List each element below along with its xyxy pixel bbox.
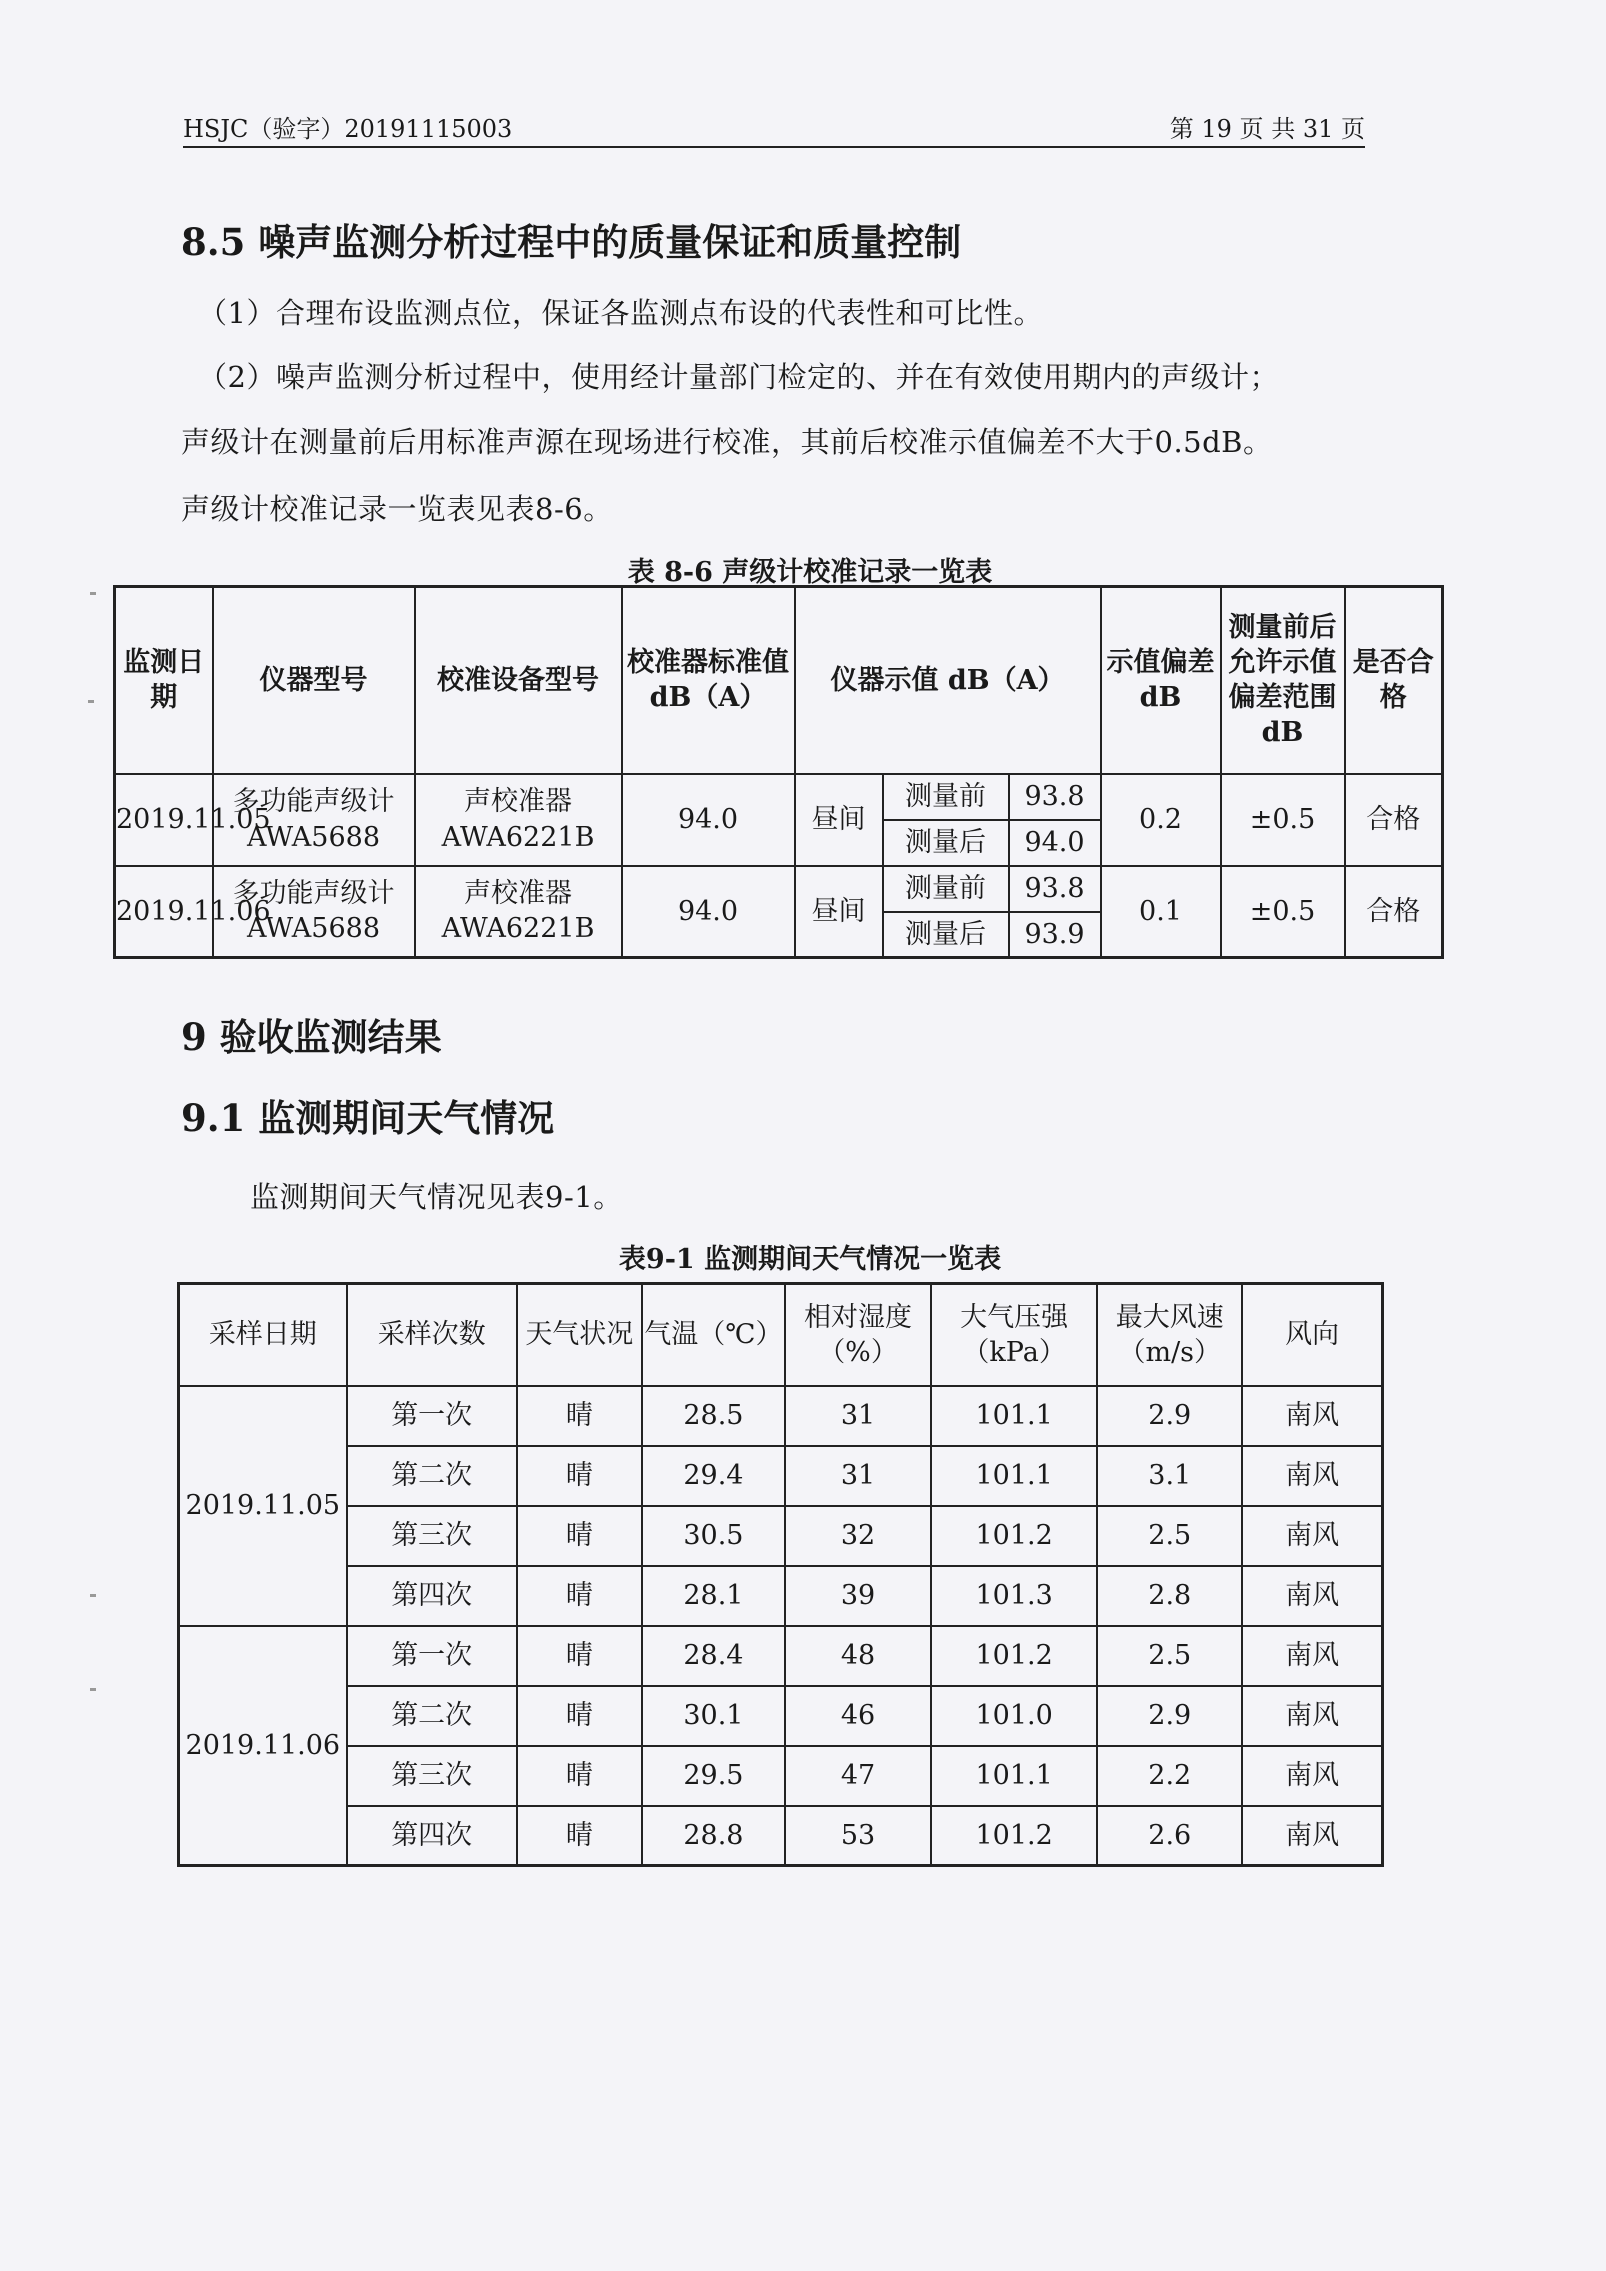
cell-count: 第二次: [347, 1686, 517, 1746]
cell-count: 第一次: [347, 1626, 517, 1686]
paragraph-weather: 监测期间天气情况见表9-1。: [250, 1180, 623, 1214]
cell-pass: 合格: [1345, 866, 1443, 958]
page-header: [183, 112, 1365, 148]
cell-pressure: 101.1: [931, 1746, 1097, 1806]
cell-wind-direction: 南风: [1242, 1386, 1382, 1446]
table-row: [115, 774, 1443, 820]
cell-after-label: 测量后: [883, 820, 1009, 866]
cell-after-value: 93.9: [1009, 912, 1101, 958]
cell-wind-speed: 2.5: [1097, 1626, 1242, 1686]
cell-wind-speed: 2.6: [1097, 1806, 1242, 1866]
cell-wind-direction: 南风: [1242, 1566, 1382, 1626]
cell-wind-direction: 南风: [1242, 1806, 1382, 1866]
weather-table: [177, 1282, 1384, 1867]
table-row: [179, 1746, 1383, 1806]
cell-wind-speed: 2.9: [1097, 1686, 1242, 1746]
paragraph-2-line-3: 声级计校准记录一览表见表8-6。: [181, 492, 613, 526]
paragraph-2-line-1: （2）噪声监测分析过程中，使用经计量部门检定的、并在有效使用期内的声级计；: [198, 360, 1279, 394]
cell-period: 昼间: [795, 774, 883, 866]
cell-instrument: 多功能声级计AWA5688: [213, 866, 415, 958]
cell-count: 第三次: [347, 1506, 517, 1566]
table-row: [179, 1626, 1383, 1686]
cell-temp: 28.1: [642, 1566, 785, 1626]
cell-humidity: 32: [785, 1506, 931, 1566]
cell-wind-direction: 南风: [1242, 1686, 1382, 1746]
table-8-6-caption: 表 8-6 声级计校准记录一览表: [627, 557, 993, 588]
cell-wind-direction: 南风: [1242, 1506, 1382, 1566]
cell-std-value: 94.0: [622, 774, 795, 866]
document-id: HSJC（验字）20191115003: [183, 115, 513, 143]
cell-date: 2019.11.06: [179, 1626, 347, 1866]
cell-humidity: 39: [785, 1566, 931, 1626]
cell-temp: 30.1: [642, 1686, 785, 1746]
cell-count: 第三次: [347, 1746, 517, 1806]
cell-wind-direction: 南风: [1242, 1746, 1382, 1806]
cell-pass: 合格: [1345, 774, 1443, 866]
header-allowed: 测量前后允许示值偏差范围 dB: [1221, 587, 1345, 774]
cell-pressure: 101.2: [931, 1506, 1097, 1566]
header-date: 监测日期: [115, 587, 213, 774]
cell-count: 第二次: [347, 1446, 517, 1506]
cell-count: 第四次: [347, 1806, 517, 1866]
cell-wind-speed: 3.1: [1097, 1446, 1242, 1506]
cell-deviation: 0.2: [1101, 774, 1221, 866]
cell-weather: 晴: [517, 1746, 642, 1806]
cell-pressure: 101.1: [931, 1386, 1097, 1446]
cell-date: 2019.11.06: [115, 866, 213, 958]
table-row: [115, 866, 1443, 912]
calibration-table: [113, 585, 1444, 959]
cell-weather: 晴: [517, 1446, 642, 1506]
cell-instrument: 多功能声级计AWA5688: [213, 774, 415, 866]
scan-speck: [90, 1594, 96, 1597]
header-pass: 是否合格: [1345, 587, 1443, 774]
cell-period: 昼间: [795, 866, 883, 958]
cell-wind-speed: 2.8: [1097, 1566, 1242, 1626]
cell-humidity: 53: [785, 1806, 931, 1866]
table-row: [179, 1506, 1383, 1566]
section-8-5-title: 8.5 噪声监测分析过程中的质量保证和质量控制: [181, 220, 962, 264]
header-humidity: 相对湿度（%）: [785, 1284, 931, 1386]
cell-temp: 30.5: [642, 1506, 785, 1566]
cell-count: 第一次: [347, 1386, 517, 1446]
table-header-row: [115, 587, 1443, 774]
cell-weather: 晴: [517, 1506, 642, 1566]
cell-before-label: 测量前: [883, 866, 1009, 912]
table-row: [179, 1386, 1383, 1446]
cell-std-value: 94.0: [622, 866, 795, 958]
cell-before-value: 93.8: [1009, 774, 1101, 820]
cell-temp: 29.5: [642, 1746, 785, 1806]
header-instrument: 仪器型号: [213, 587, 415, 774]
header-temp: 气温（℃）: [642, 1284, 785, 1386]
table-row: [179, 1446, 1383, 1506]
header-reading: 仪器示值 dB（A）: [795, 587, 1101, 774]
cell-weather: 晴: [517, 1386, 642, 1446]
cell-pressure: 101.2: [931, 1626, 1097, 1686]
cell-wind-speed: 2.2: [1097, 1746, 1242, 1806]
header-deviation: 示值偏差 dB: [1101, 587, 1221, 774]
header-count: 采样次数: [347, 1284, 517, 1386]
section-9-title: 9 验收监测结果: [181, 1015, 442, 1059]
header-wind-direction: 风向: [1242, 1284, 1382, 1386]
cell-pressure: 101.3: [931, 1566, 1097, 1626]
cell-wind-speed: 2.9: [1097, 1386, 1242, 1446]
cell-temp: 29.4: [642, 1446, 785, 1506]
cell-calibrator: 声校准器AWA6221B: [415, 774, 622, 866]
cell-before-value: 93.8: [1009, 866, 1101, 912]
cell-before-label: 测量前: [883, 774, 1009, 820]
paragraph-1: （1）合理布设监测点位，保证各监测点布设的代表性和可比性。: [198, 296, 1043, 330]
header-wind-speed: 最大风速（m/s）: [1097, 1284, 1242, 1386]
cell-after-value: 94.0: [1009, 820, 1101, 866]
cell-pressure: 101.0: [931, 1686, 1097, 1746]
cell-humidity: 31: [785, 1446, 931, 1506]
cell-temp: 28.4: [642, 1626, 785, 1686]
paragraph-2-line-2: 声级计在测量前后用标准声源在现场进行校准，其前后校准示值偏差不大于0.5dB。: [181, 425, 1273, 459]
header-weather: 天气状况: [517, 1284, 642, 1386]
cell-weather: 晴: [517, 1566, 642, 1626]
table-header-row: [179, 1284, 1383, 1386]
cell-humidity: 46: [785, 1686, 931, 1746]
cell-temp: 28.5: [642, 1386, 785, 1446]
header-pressure: 大气压强（kPa）: [931, 1284, 1097, 1386]
cell-humidity: 48: [785, 1626, 931, 1686]
header-std-value: 校准器标准值 dB（A）: [622, 587, 795, 774]
cell-after-label: 测量后: [883, 912, 1009, 958]
header-calibrator: 校准设备型号: [415, 587, 622, 774]
cell-pressure: 101.1: [931, 1446, 1097, 1506]
header-date: 采样日期: [179, 1284, 347, 1386]
cell-count: 第四次: [347, 1566, 517, 1626]
table-row: [179, 1686, 1383, 1746]
cell-deviation: 0.1: [1101, 866, 1221, 958]
cell-date: 2019.11.05: [179, 1386, 347, 1626]
scan-speck: [90, 1688, 96, 1691]
scan-speck: [90, 592, 96, 595]
cell-humidity: 47: [785, 1746, 931, 1806]
cell-wind-direction: 南风: [1242, 1446, 1382, 1506]
scan-speck: [88, 700, 94, 703]
page-number: 第 19 页 共 31 页: [1169, 115, 1365, 143]
table-9-1-caption: 表9-1 监测期间天气情况一览表: [618, 1244, 1002, 1275]
cell-allowed: ±0.5: [1221, 774, 1345, 866]
cell-calibrator: 声校准器AWA6221B: [415, 866, 622, 958]
cell-weather: 晴: [517, 1686, 642, 1746]
cell-weather: 晴: [517, 1806, 642, 1866]
cell-pressure: 101.2: [931, 1806, 1097, 1866]
cell-weather: 晴: [517, 1626, 642, 1686]
cell-wind-speed: 2.5: [1097, 1506, 1242, 1566]
cell-humidity: 31: [785, 1386, 931, 1446]
section-9-1-title: 9.1 监测期间天气情况: [181, 1096, 555, 1140]
cell-wind-direction: 南风: [1242, 1626, 1382, 1686]
cell-date: 2019.11.05: [115, 774, 213, 866]
table-row: [179, 1806, 1383, 1866]
cell-temp: 28.8: [642, 1806, 785, 1866]
cell-allowed: ±0.5: [1221, 866, 1345, 958]
table-row: [179, 1566, 1383, 1626]
